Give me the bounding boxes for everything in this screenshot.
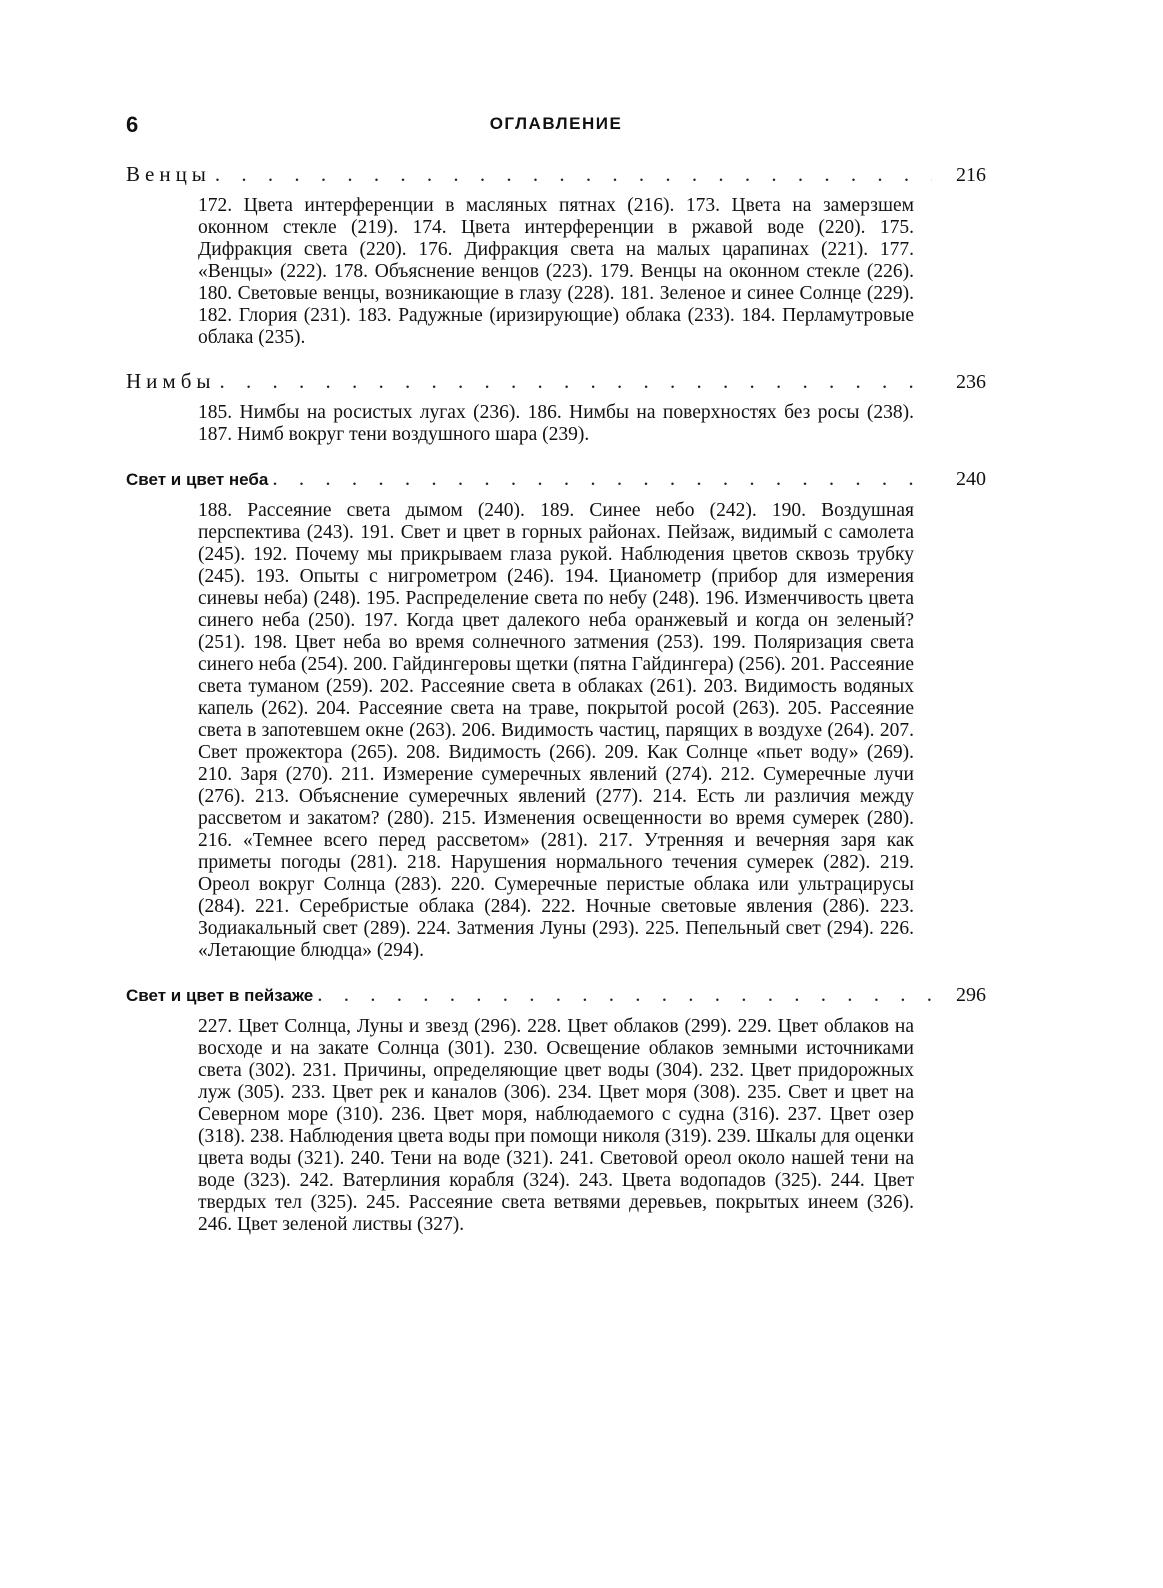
toc-section-landscape	[126, 980, 986, 1236]
toc-heading-row	[126, 464, 986, 494]
book-page	[126, 108, 986, 1236]
toc-heading-row	[126, 980, 986, 1010]
toc-section-vency	[126, 160, 986, 349]
dot-leader	[215, 160, 932, 188]
toc-heading-title: Венцы	[126, 162, 211, 186]
toc-section-body: 188. Рассеяние света дымом (240). 189. Синее небо (242). 190. Воздушная перспектива (243). 191. Свет и цвет в горных районах. Пейзаж, видимый с самолета (245). 192. Почему мы прикрываем глаза рукой. Наблюдения цветов сквозь трубку (245). 193. Опыты с нигрометром (246). 194. Цианометр (прибор для измерения синевы неба) (248). 195. Распределение света по небу (248). 196. Изменчивость цвета синего неба (250). 197. Когда цвет далекого неба оранжевый и когда он зеленый? (251). 198. Цвет неба во время солнечного затмения (253). 199. Поляризация света синего неба (254). 200. Гайдингеровы щетки (пятна Гайдингера) (256). 201. Рассеяние света туманом (259). 202. Рассеяние света в облаках (261). 203. Видимость водяных капель (262). 204. Рассеяние света на траве, покрытой росой (263). 205. Рассеяние света в запотевшем окне (263). 206. Видимость частиц, парящих в воздухе (264). 207. Свет прожектора (265). 208. Видимость (266). 209. Как Солнце «пьет воду» (269). 210. Заря (270). 211. Измерение сумеречных явлений (274). 212. Сумеречные лучи (276). 213. Объяснение сумеречных явлений (277). 214. Есть ли различия между рассветом и закатом? (280). 215. Изменения освещенности во время сумерек (280). 216. «Темнее всего перед рассветом» (281). 217. Утренняя и вечерняя заря как приметы погоды (281). 218. Нарушения нормального течения сумерек (282). 219. Ореол вокруг Солнца (283). 220. Сумеречные перистые облака или ультрацирусы (284). 221. Серебристые облака (284). 222. Ночные световые явления (286). 223. Зодиакальный свет (289). 224. Затмения Луны (293). 225. Пепельный свет (294). 226. «Летающие блюдца» (294).	[198, 500, 914, 961]
dot-leader	[317, 980, 932, 1008]
toc-section-body: 185. Нимбы на росистых лугах (236). 186. Нимбы на поверхностях без росы (238). 187. Нимб вокруг тени воздушного шара (239).	[198, 402, 914, 445]
toc-section-nimby	[126, 367, 986, 446]
toc-heading-title: Нимбы	[126, 369, 216, 393]
toc-heading-page: 236	[956, 371, 986, 393]
toc-heading-title: Свет и цвет неба	[126, 470, 269, 489]
toc-heading-title: Свет и цвет в пейзаже	[126, 986, 314, 1005]
running-title: ОГЛАВЛЕНИЕ	[489, 114, 623, 133]
toc-section-body: 172. Цвета интерференции в масляных пятнах (216). 173. Цвета на замерзшем оконном стекле (219). 174. Цвета интерференции в ржавой воде (220). 175. Дифракция света (220). 176. Дифракция света на малых царапинах (221). 177. «Венцы» (222). 178. Объяснение венцов (223). 179. Венцы на оконном стекле (226). 180. Световые венцы, возникающие в глазу (228). 181. Зеленое и синее Солнце (229). 182. Глория (231). 183. Радужные (иризирующие) облака (233). 184. Перламутровые облака (235).	[198, 195, 914, 348]
toc-heading-page: 296	[956, 984, 986, 1006]
toc-heading-page: 216	[956, 164, 986, 186]
toc-heading-row	[126, 160, 986, 189]
toc-heading-row	[126, 367, 986, 396]
page-number: 6	[126, 112, 139, 137]
dot-leader	[272, 464, 932, 492]
dot-leader	[220, 367, 933, 395]
toc-heading-page: 240	[956, 468, 986, 490]
toc-section-body: 227. Цвет Солнца, Луны и звезд (296). 228. Цвет облаков (299). 229. Цвет облаков на восходе и на закате Солнца (301). 230. Освещение облаков земными источниками света (302). 231. Причины, определяющие цвет воды (304). 232. Цвет придорожных луж (305). 233. Цвет рек и каналов (306). 234. Цвет моря (308). 235. Свет и цвет на Северном море (310). 236. Цвет моря, наблюдаемого с судна (316). 237. Цвет озер (318). 238. Наблюдения цвета воды при помощи николя (319). 239. Шкалы для оценки цвета воды (321). 240. Тени на воде (321). 241. Световой ореол около нашей тени на воде (323). 242. Ватерлиния корабля (324). 243. Цвета водопадов (325). 244. Цвет твердых тел (325). 245. Рассеяние света ветвями деревьев, покрытых инеем (326). 246. Цвет зеленой листвы (327).	[198, 1016, 914, 1235]
running-head	[126, 108, 986, 142]
toc-section-sky	[126, 464, 986, 962]
